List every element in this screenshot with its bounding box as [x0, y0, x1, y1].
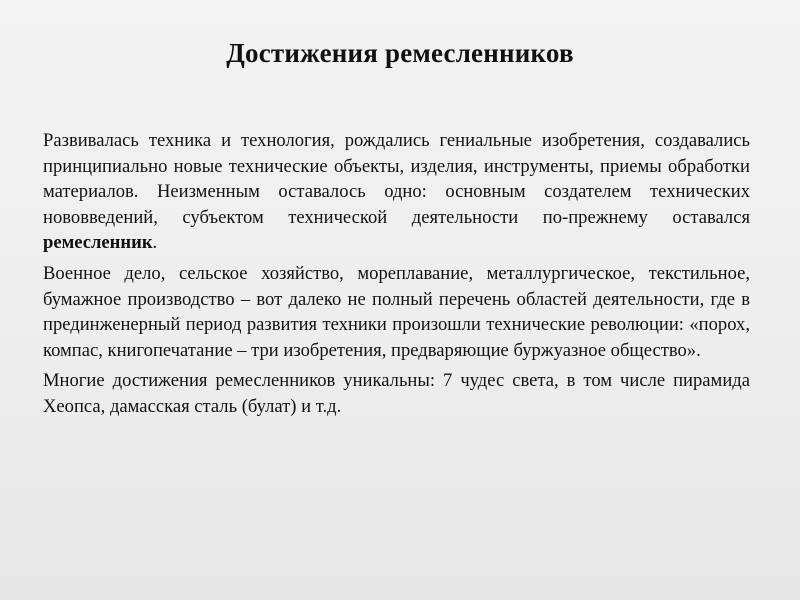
slide-body: [43, 128, 750, 425]
paragraph-unique-achievements: Многие достижения ремесленников уникальны: 7 чудес света, в том числе пирамида Хеопса, дамасская сталь (булат) и т.д.: [43, 370, 750, 417]
emphasis-craftsman: ремесленник: [43, 232, 153, 254]
paragraph-craft-development: [43, 128, 750, 256]
paragraph-technical-revolutions: Военное дело, сельское хозяйство, мореплавание, металлургическое, текстильное, бумажное производство – вот далеко не полный перечень областей деятельности, где в прединженерный период развития техники произошли технические революции: «порох, компас, книгопечатание – три изобретения, предваряющие буржуазное общество».: [43, 262, 750, 361]
paragraph-text: Развивалась техника и технология, рождались гениальные изобретения, создавались принципиально новые технические объекты, изделия, инструменты, приемы обработки материалов. Неизменным оставалось одно: основным создателем технических нововведений, субъектом технической деятельности по-прежнему оставался: [43, 130, 750, 228]
paragraph-text-end: .: [152, 232, 158, 254]
slide-title: Достижения ремесленников: [226, 38, 574, 68]
